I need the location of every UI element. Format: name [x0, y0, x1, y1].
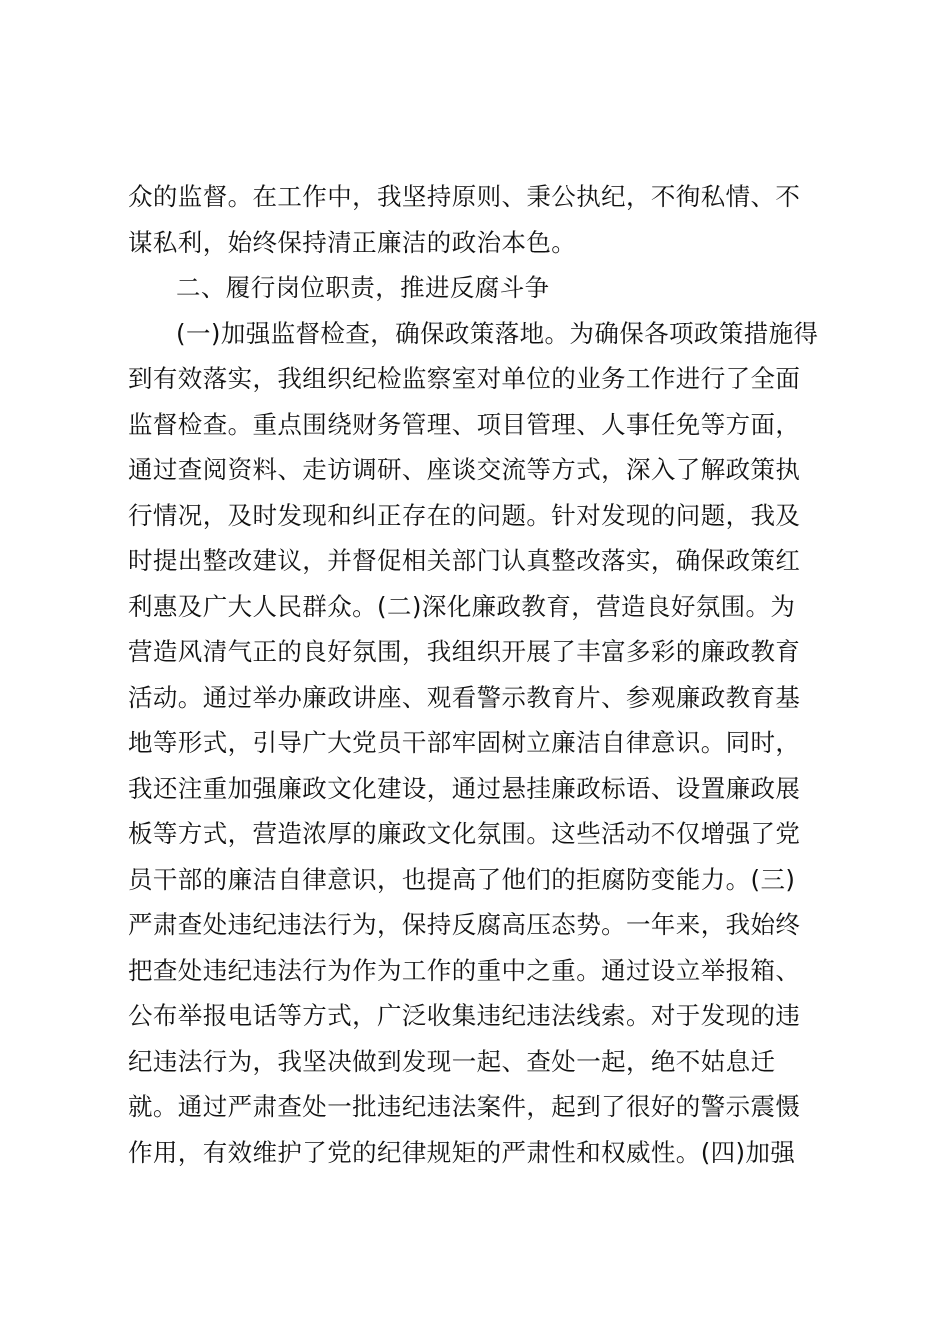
section-heading: 二、履行岗位职责，推进反腐斗争	[176, 273, 550, 302]
text-line: 纪违法行为，我坚决做到发现一起、查处一起，绝不姑息迁	[128, 1046, 776, 1076]
text-line: 时提出整改建议，并督促相关部门认真整改落实，确保政策红	[128, 546, 801, 575]
text-line: 员干部的廉洁自律意识，也提高了他们的拒腐防变能力。(三)	[128, 864, 796, 894]
text-line: 到有效落实，我组织纪检监察室对单位的业务工作进行了全面	[128, 364, 801, 393]
text-line: 就。通过严肃查处一批违纪违法案件，起到了很好的警示震慑	[128, 1092, 801, 1121]
text-line: 众的监督。在工作中，我坚持原则、秉公执纪，不徇私情、不	[128, 182, 801, 211]
text-line: 谋私利，始终保持清正廉洁的政治本色。	[128, 227, 577, 257]
text-line: 营造风清气正的良好氛围，我组织开展了丰富多彩的廉政教育	[128, 637, 801, 666]
text-line: 把查处违纪违法行为作为工作的重中之重。通过设立举报箱、	[128, 955, 801, 985]
text-line: 通过查阅资料、走访调研、座谈交流等方式，深入了解政策执	[128, 455, 801, 484]
text-line: 严肃查处违纪违法行为，保持反腐高压态势。一年来，我始终	[128, 910, 801, 939]
text-line: 行情况，及时发现和纠正存在的问题。针对发现的问题，我及	[128, 500, 801, 530]
text-line: (一)加强监督检查，确保政策落地。为确保各项政策措施得	[176, 318, 819, 348]
text-line: 作用，有效维护了党的纪律规矩的严肃性和权威性。(四)加强	[128, 1137, 796, 1167]
text-line: 板等方式，营造浓厚的廉政文化氛围。这些活动不仅增强了党	[128, 819, 801, 848]
text-line: 活动。通过举办廉政讲座、观看警示教育片、参观廉政教育基	[128, 682, 801, 712]
text-line: 公布举报电话等方式，广泛收集违纪违法线索。对于发现的违	[128, 1001, 801, 1030]
body-text	[128, 174, 828, 1175]
text-line: 利惠及广大人民群众。(二)深化廉政教育，营造良好氛围。为	[128, 591, 796, 621]
text-line: 我还注重加强廉政文化建设，通过悬挂廉政标语、设置廉政展	[128, 773, 801, 803]
text-line: 地等形式，引导广大党员干部牢固树立廉洁自律意识。同时，	[128, 728, 801, 757]
text-line: 监督检查。重点围绕财务管理、项目管理、人事任免等方面，	[128, 409, 801, 439]
